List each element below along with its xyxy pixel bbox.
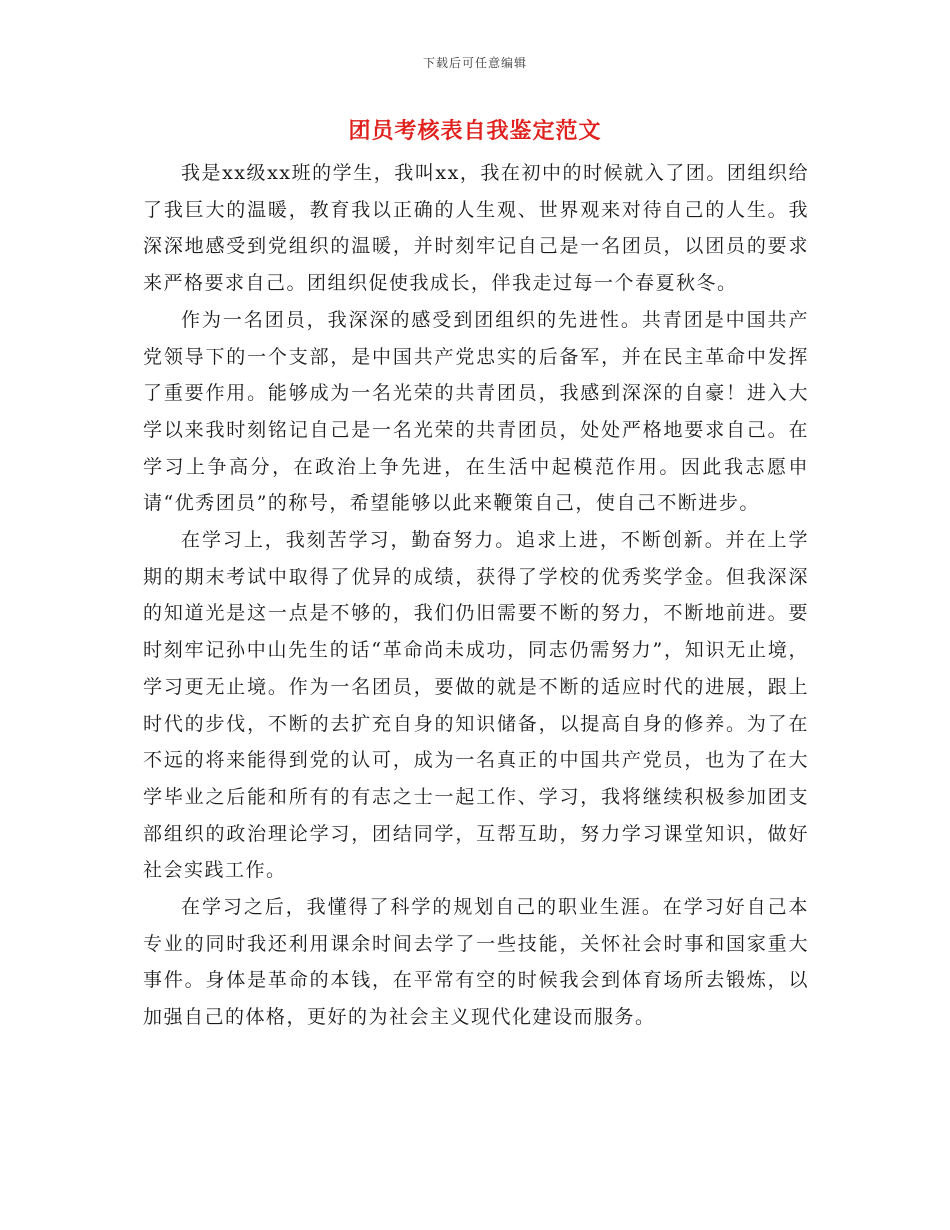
download-note: 下载后可任意编辑 [422, 56, 527, 70]
document-body [143, 155, 809, 1036]
paragraph-4: 在学习之后，我懂得了科学的规划自己的职业生涯。在学习好自己本专业的同时我还利用课余时间去学了一些技能，关怀社会时事和国家重大事件。身体是革命的本钱，在平常有空的时候我会到体育场所去锻炼，以加强自己的体格，更好的为社会主义现代化建设而服务。 [143, 896, 809, 1029]
paragraph-1: 我是xx级xx班的学生，我叫xx，我在初中的时候就入了团。团组织给了我巨大的温暖，教育我以正确的人生观、世界观来对待自己的人生。我深深地感受到党组织的温暖，并时刻牢记自己是一名团员，以团员的要求来严格要求自己。团组织促使我成长，伴我走过每一个春夏秋冬。 [143, 162, 809, 295]
paragraph-3: 在学习上，我刻苦学习，勤奋努力。追求上进，不断创新。并在上学期的期末考试中取得了优异的成绩，获得了学校的优秀奖学金。但我深深的知道光是这一点是不够的，我们仍旧需要不断的努力，不断地前进。要时刻牢记孙中山先生的话“革命尚未成功，同志仍需努力”，知识无止境，学习更无止境。作为一名团员，要做的就是不断的适应时代的进展，跟上时代的步伐，不断的去扩充自身的知识储备，以提高自身的修养。为了在不远的将来能得到党的认可，成为一名真正的中国共产党员，也为了在大学毕业之后能和所有的有志之士一起工作、学习，我将继续积极参加团支部组织的政治理论学习，团结同学，互帮互助，努力学习课堂知识，做好社会实践工作。 [143, 529, 809, 882]
document-title: 团员考核表自我鉴定范文 [348, 118, 602, 144]
paragraph-2: 作为一名团员，我深深的感受到团组织的先进性。共青团是中国共产党领导下的一个支部，是中国共产党忠实的后备军，并在民主革命中发挥了重要作用。能够成为一名光荣的共青团员，我感到深深的自豪！进入大学以来我时刻铭记自己是一名光荣的共青团员，处处严格地要求自己。在学习上争高分，在政治上争先进，在生活中起模范作用。因此我志愿申请“优秀团员”的称号，希望能够以此来鞭策自己，使自己不断进步。 [143, 308, 809, 515]
